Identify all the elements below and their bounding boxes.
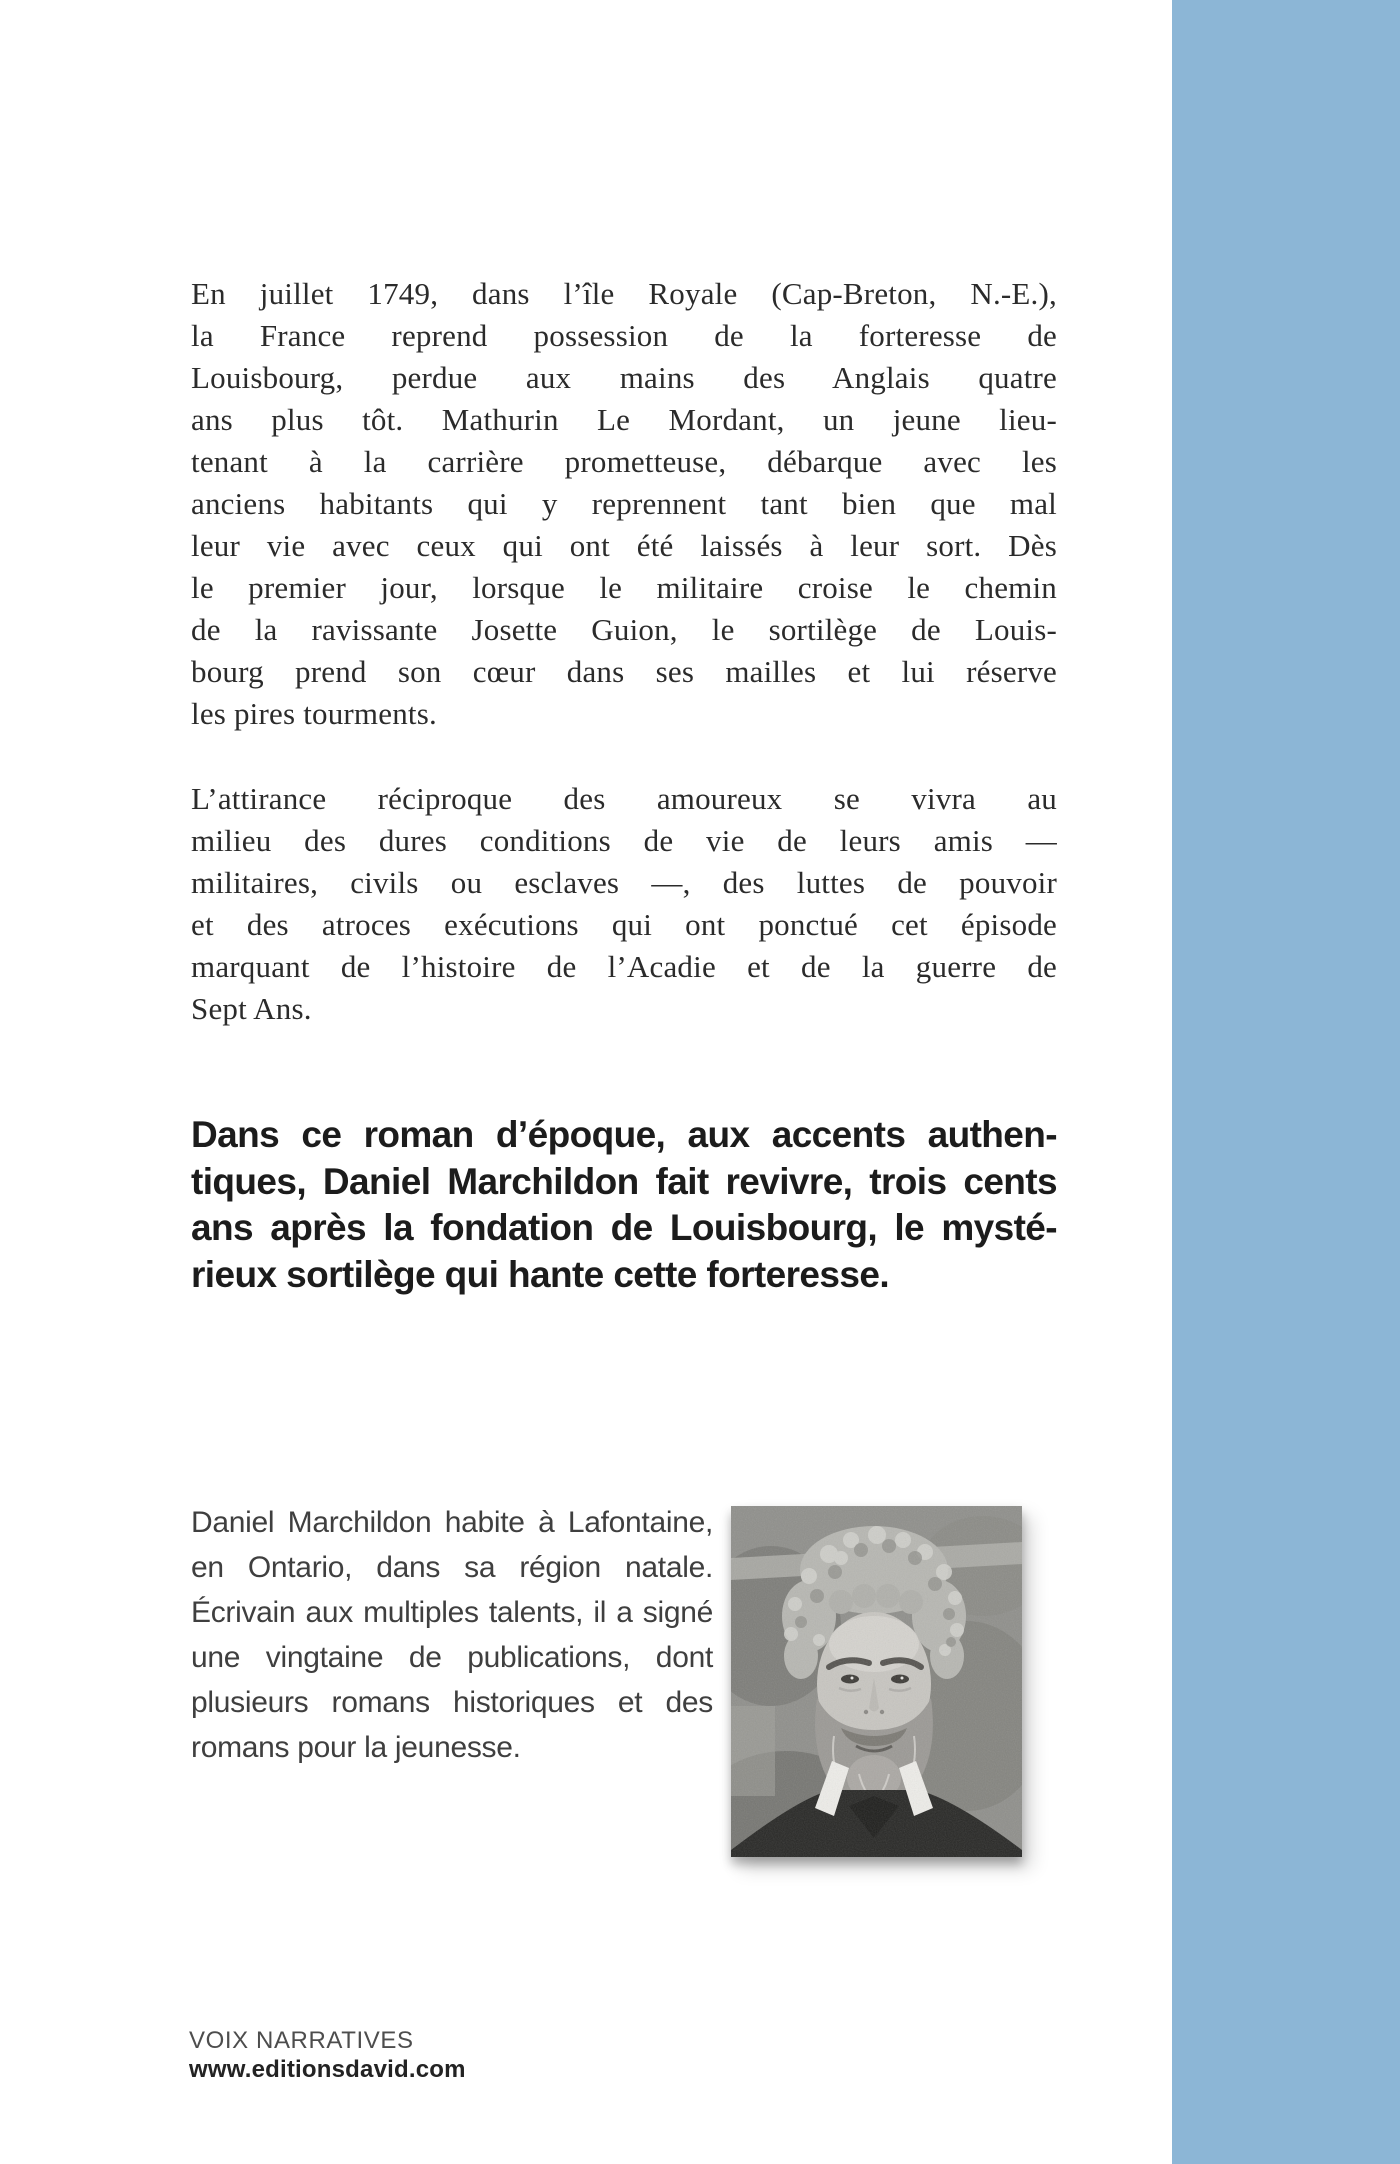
text-line: et des atroces exécutions qui ont ponctué cet épisode [191,907,1057,942]
highlight-paragraph [191,1112,1057,1298]
author-portrait-illustration [731,1506,1022,1857]
text-line: L’attirance réciproque des amoureux se vivra au [191,781,1057,816]
text-line: militaires, civils ou esclaves —, des luttes de pouvoir [191,865,1057,900]
text-line: En juillet 1749, dans l’île Royale (Cap-Breton, N.-E.), [191,276,1057,311]
author-bio [191,1500,713,1770]
text-line: de la ravissante Josette Guion, le sortilège de Louis- [191,612,1057,647]
text-line: Louisbourg, perdue aux mains des Anglais quatre [191,360,1057,395]
synopsis-paragraph-1 [191,273,1057,735]
text-line: en Ontario, dans sa région natale. [191,1551,713,1584]
text-line: rieux sortilège qui hante cette forteresse. [191,1253,889,1295]
text-line: la France reprend possession de la forteresse de [191,318,1057,353]
text-line: plusieurs romans historiques et des [191,1686,713,1719]
publisher-website: www.editionsdavid.com [189,2056,466,2083]
text-line: le premier jour, lorsque le militaire croise le chemin [191,570,1057,605]
text-line: Sept Ans. [191,991,312,1026]
accent-stripe [1172,0,1400,2164]
text-line: ans après la fondation de Louisbourg, le mysté- [191,1207,1057,1248]
collection-name: VOIX NARRATIVES [189,2027,414,2054]
text-line: tenant à la carrière prometteuse, débarque avec les [191,444,1057,479]
text-line: Écrivain aux multiples talents, il a signé [191,1596,713,1629]
text-line: anciens habitants qui y reprennent tant bien que mal [191,486,1057,521]
text-line: Dans ce roman d’époque, aux accents authen- [191,1114,1057,1155]
text-line: ans plus tôt. Mathurin Le Mordant, un jeune lieu- [191,402,1057,437]
author-photo [731,1506,1022,1857]
text-line: tiques, Daniel Marchildon fait revivre, trois cents [191,1160,1057,1202]
text-line: Daniel Marchildon habite à Lafontaine, [191,1506,713,1539]
text-line: leur vie avec ceux qui ont été laissés à leur sort. Dès [191,528,1057,563]
synopsis-paragraph-2 [191,778,1057,1030]
footer [189,2026,466,2084]
text-line: romans pour la jeunesse. [191,1731,521,1764]
text-line: bourg prend son cœur dans ses mailles et lui réserve [191,654,1057,689]
text-line: les pires tourments. [191,696,437,731]
text-line: marquant de l’histoire de l’Acadie et de la guerre de [191,949,1057,984]
text-line: milieu des dures conditions de vie de leurs amis — [191,823,1057,858]
text-line: une vingtaine de publications, dont [191,1641,713,1674]
